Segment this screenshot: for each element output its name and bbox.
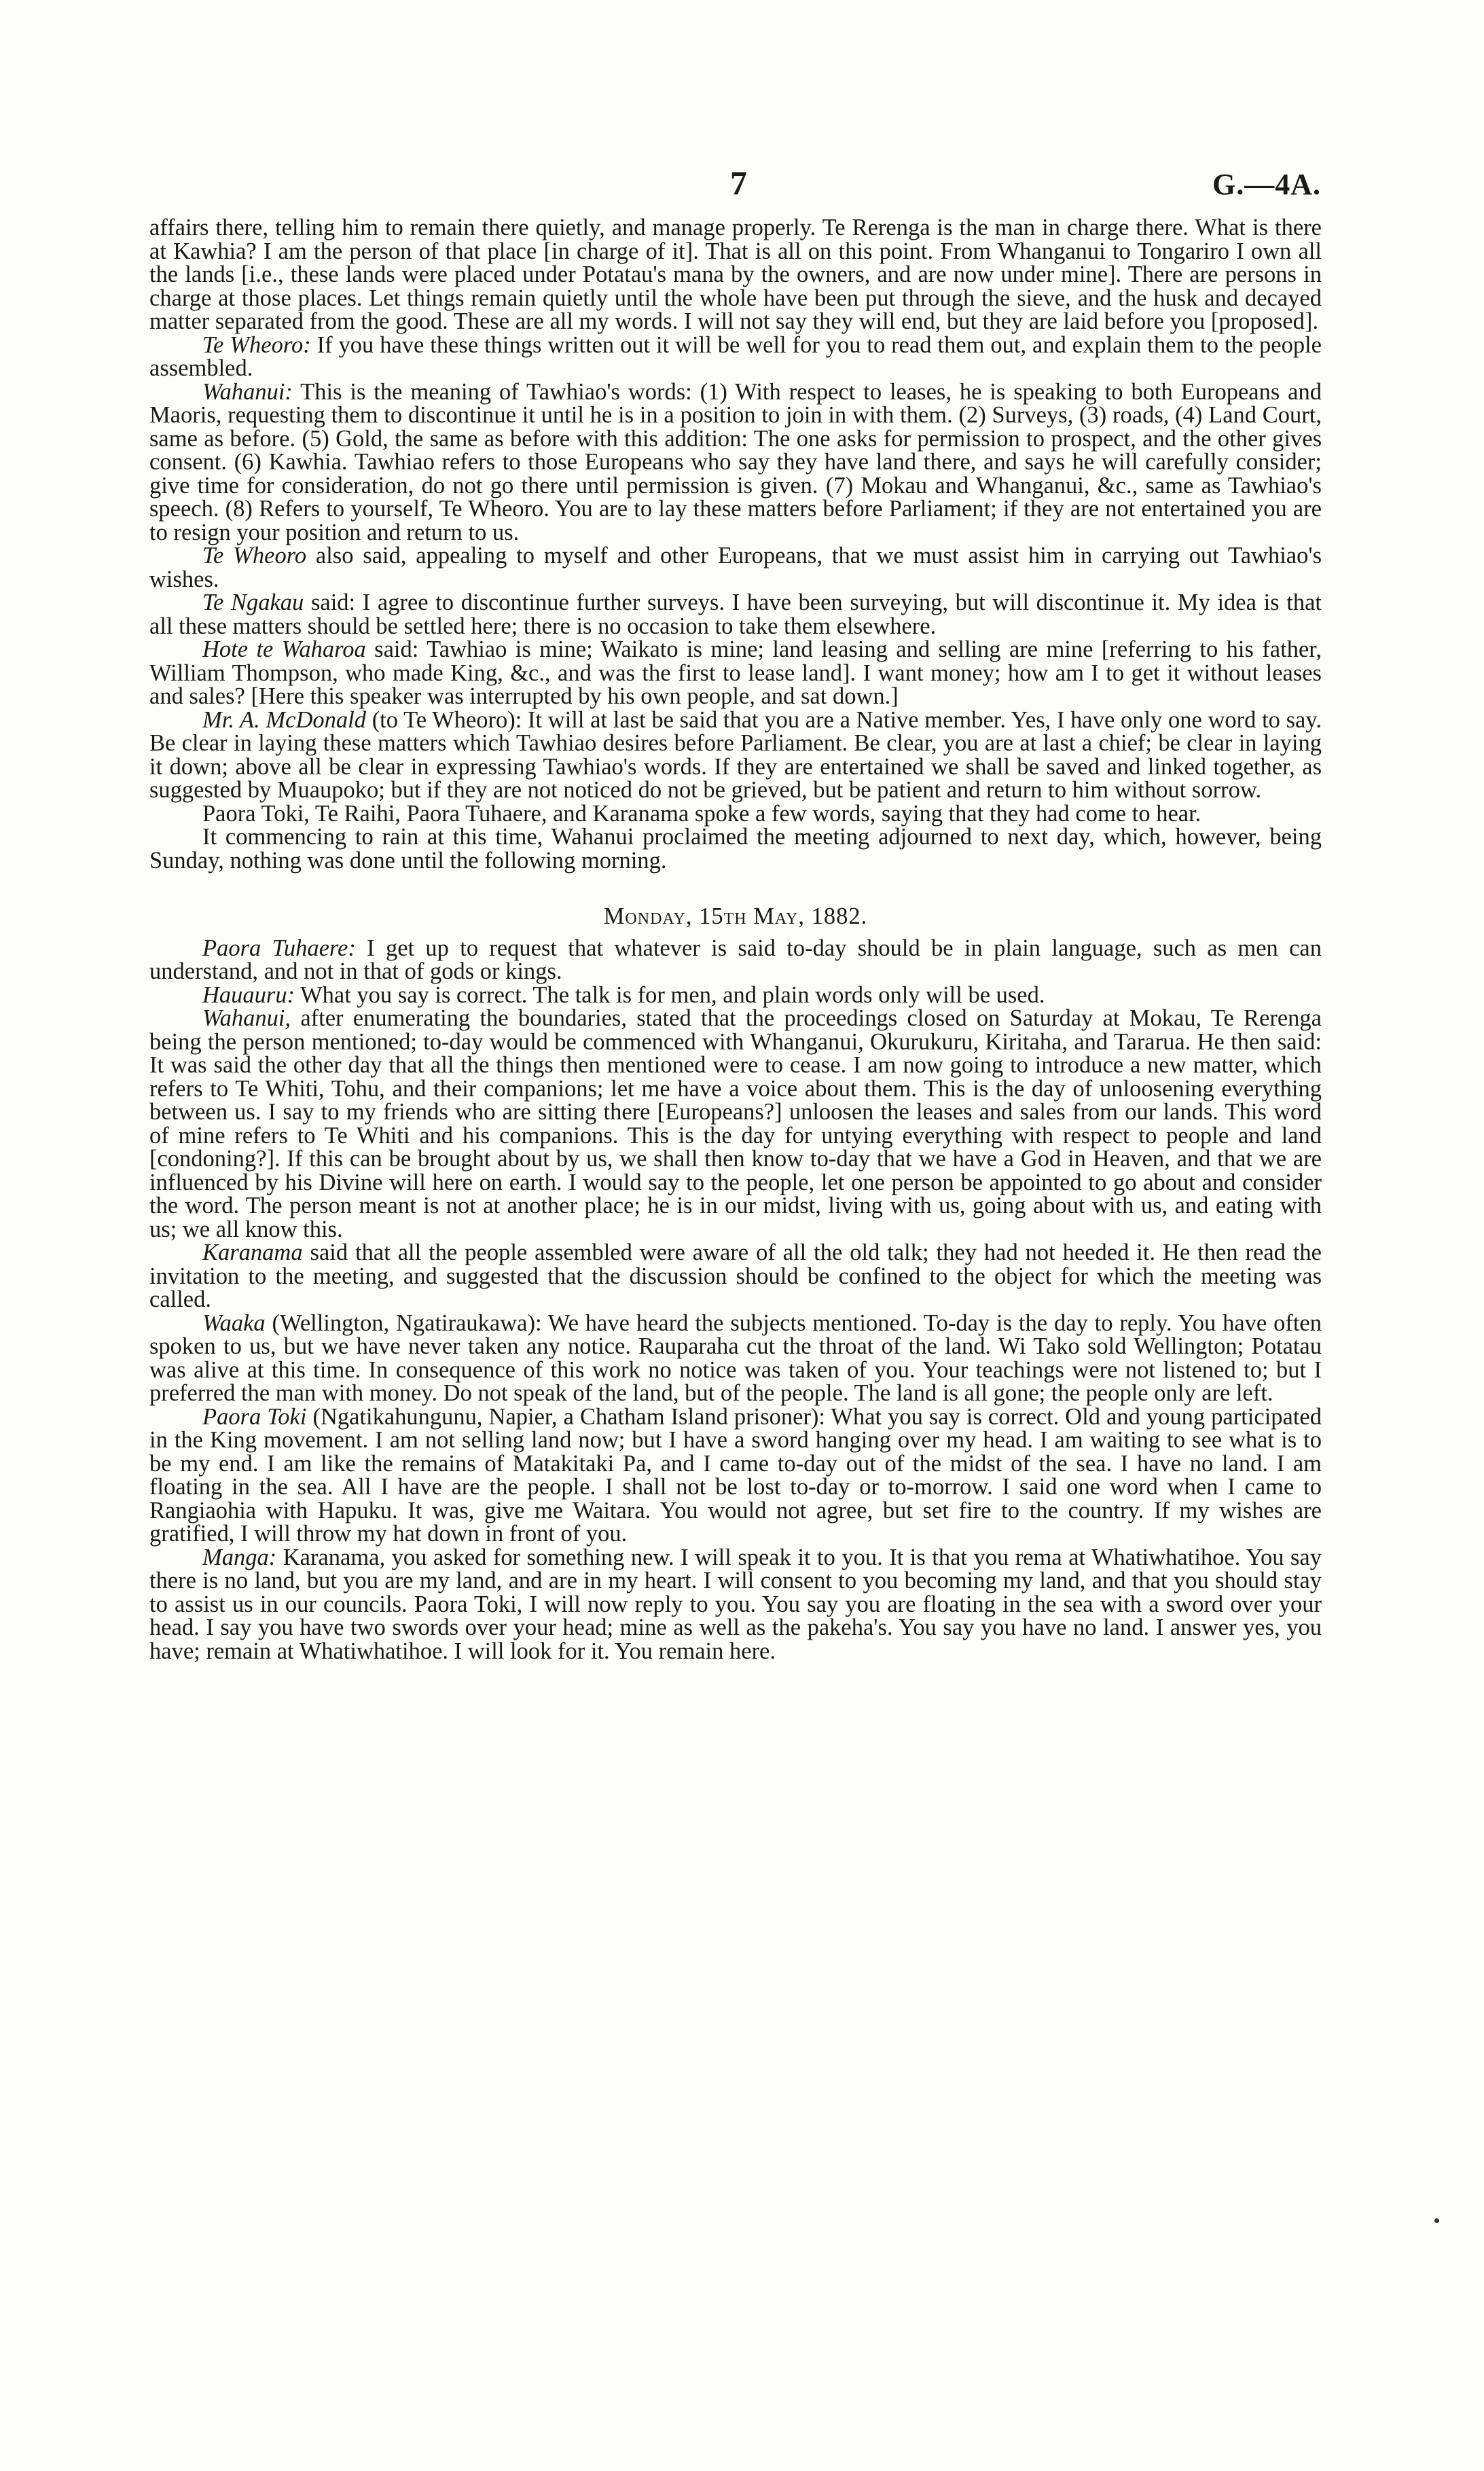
page-header [187,163,1321,217]
speaker-name: Te Wheoro [202,543,307,569]
paragraphs-after [149,937,1322,1663]
paragraph-text: (to Te Wheoro): It will at last be said that you are a Native member. Yes, I have only one word to say. Be clear in laying these matters which Tawhiao desires before Parliament. Be clear, you are at last a chief; be clear in laying it down; above all be clear in expressing Tawhiao's words. If they are entertained we shall be saved and linked together, as suggested by Muaupoko; but if they are not noticed do not be grieved, but be patient and return to him without sorrow. [149,706,1322,803]
paragraph [149,1405,1322,1546]
paragraph-text: Paora Toki, Te Raihi, Paora Tuhaere, and Karanama spoke a few words, saying that they had come to hear. [202,800,1201,827]
speaker-name: Hauauru: [202,981,295,1008]
stray-mark [1434,2218,1439,2223]
paragraph [149,1007,1322,1241]
paragraph-text: said: I agree to discontinue further surveys. I have been surveying, but will discontinue it. My idea is that all these matters should be settled here; there is no occasion to take them elsewhere. [149,590,1322,639]
paragraph [149,708,1322,802]
paragraph-text: This is the meaning of Tawhiao's words: (1) With respect to leases, he is speaking to both Europeans and Maoris, requesting them to discontinue it until he is in a position to join in with them. (2) Surveys, (3) roads, (4) Land Court, same as before. (5) Gold, the same as before with this addition: The one asks for permission to prospect, and the other gives consent. (6) Kawhia. Tawhiao refers to those Europeans who say they have land there, and says he will carefully consider; give time for consideration, do not go there until permission is given. (7) Mokau and Whanganui, &c., same as Tawhiao's speech. (8) Refers to yourself, Te Wheoro. You are to lay these matters before Parliament; if they are not entertained you are to resign your position and return to us. [149,378,1322,545]
speaker-name: Karanama [202,1240,303,1265]
speaker-name: Paora Tuhaere: [202,935,356,961]
speaker-name: Wahanui: [202,378,293,405]
paragraph [149,937,1322,984]
document-id: G.—4A. [1212,168,1321,201]
paragraph-text: (Ngatikahungunu, Napier, a Chatham Island prisoner): What you say is correct. Old and young participated in the King movement. I am not selling land now; but I have a sword hanging over my head. I am waiting to see what is to be my end. I am like the remains of Matakitaki Pa, and I came to-day out of the midst of the sea. I have no land. I am floating in the sea. All I have are the people. I shall not be lost to-day or to-morrow. I said one word when I came to Rangiaohia with Hapuku. It was, give me Waitara. You would not agree, but set fire to the country. If my wishes are gratified, I will throw my hat down in front of you. [149,1403,1322,1547]
speaker-name: Waaka [202,1310,266,1336]
paragraph-text: said that all the people assembled were aware of all the old talk; they had not heeded it. He then read the invitation to the meeting, and suggested that the discussion should be confined to the object for which the meeting was called. [149,1240,1322,1312]
page-number: 7 [730,164,747,202]
speaker-name: Manga: [202,1544,277,1570]
paragraph [149,216,1322,333]
paragraph-text: Karanama, you asked for something new. I will speak it to you. It is that you rema at Whatiwhatihoe. You say there is no land, but you are my land, and are in my heart. I will consent to you becoming my land, and that you should stay to assist us in our councils. Paora Toki, I will now reply to you. You say you are floating in the sea with a sword over your head. I say you have two swords over your head; mine as well as the pakeha's. You say you have no land. I answer yes, you have; remain at Whatiwhatihoe. I will look for it. You remain here. [149,1544,1322,1664]
paragraph [149,802,1322,826]
paragraph-text: I get up to request that whatever is said to-day should be in plain language, such as men can understand, and not in that of gods or kings. [149,935,1322,984]
paragraph [149,591,1322,638]
paragraph [149,825,1322,872]
paragraph-text: It commencing to rain at this time, Wahanui proclaimed the meeting adjourned to next day, which, however, being Sunday, nothing was done until the following morning. [149,824,1322,873]
speaker-name: Te Ngakau [202,590,304,615]
speaker-name: Paora Toki [202,1403,307,1430]
speaker-name: Te Wheoro: [202,331,311,358]
speaker-name: Mr. A. McDonald [202,706,366,733]
paragraph-text: If you have these things written out it will be well for you to read them out, and explain them to the people assembled. [149,331,1322,381]
paragraph-text: also said, appealing to myself and other Europeans, that we must assist him in carrying out Tawhiao's wishes. [149,543,1322,592]
paragraph [149,544,1322,591]
paragraph [149,333,1322,380]
paragraph-text: said: Tawhiao is mine; Waikato is mine; land leasing and selling are mine [referring to his father, William Thompson, who made King, &c., and was the first to lease land]. I want money; how am I to get it without leases and sales? [Here this speaker was interrupted by his own people, and sat down.] [149,636,1322,709]
paragraphs-before [149,216,1322,872]
body-text [149,216,1322,1663]
section-heading: Monday, 15th May, 1882. [603,903,868,929]
speaker-name: Wahanui, [202,1005,291,1031]
speaker-name: Hote te Waharoa [202,636,366,662]
paragraph [149,638,1322,708]
paragraph [149,1312,1322,1405]
paragraph [149,380,1322,545]
paragraph-text: affairs there, telling him to remain there quietly, and manage properly. Te Rerenga is the man in charge there. What is there at Kawhia? I am the person of that place [in charge of it]. That is all on this point. From Whanganui to Tongariro I own all the lands [i.e., these lands were placed under Potatau's mana by the owners, and are now under mine]. There are persons in charge at those places. Let things remain quietly until the whole have been put through the sieve, and the husk and decayed matter separated from the good. These are all my words. I will not say they will end, but they are laid before you [proposed]. [149,215,1322,334]
paragraph-text: What you say is correct. The talk is for men, and plain words only will be used. [295,981,1045,1008]
paragraph [149,981,1322,1008]
paragraph-text: (Wellington, Ngatiraukawa): We have heard the subjects mentioned. To-day is the day to reply. You have often spoken to us, but we have never taken any notice. Rauparaha cut the throat of the land. Wi Tako sold Wellington; Potatau was alive at this time. In consequence of this work no notice was taken of you. Your teachings were not listened to; but I preferred the man with money. Do not speak of the land, but of the people. The land is all gone; the people only are left. [149,1310,1322,1406]
paragraph-text: after enumerating the boundaries, stated that the proceedings closed on Saturday at Mokau, Te Rerenga being the person mentioned; to-day would be commenced with Whanganui, Okurukuru, Kiritaha, and Tararua. He then said: It was said the other day that all the things then mentioned were to cease. I am now going to introduce a new matter, which refers to Te Whiti, Tohu, and their companions; let me have a voice about them. This is the day of unloosening everything between us. I say to my friends who are sitting there [Europeans?] unloosen the leases and sales from our lands. This word of mine refers to Te Whiti and his companions. This is the day for untying everything with respect to people and land [condoning?]. If this can be brought about by us, we shall then know to-day that we have a God in Heaven, and that we are influenced by his Divine will here on earth. I would say to the people, let one person be appointed to go about and consider the word. The person meant is not at another place; he is in our midst, living with us, going about with us, and eating with us; we all know this. [149,1005,1322,1242]
paragraph [149,1546,1322,1663]
paragraph [149,1241,1322,1312]
